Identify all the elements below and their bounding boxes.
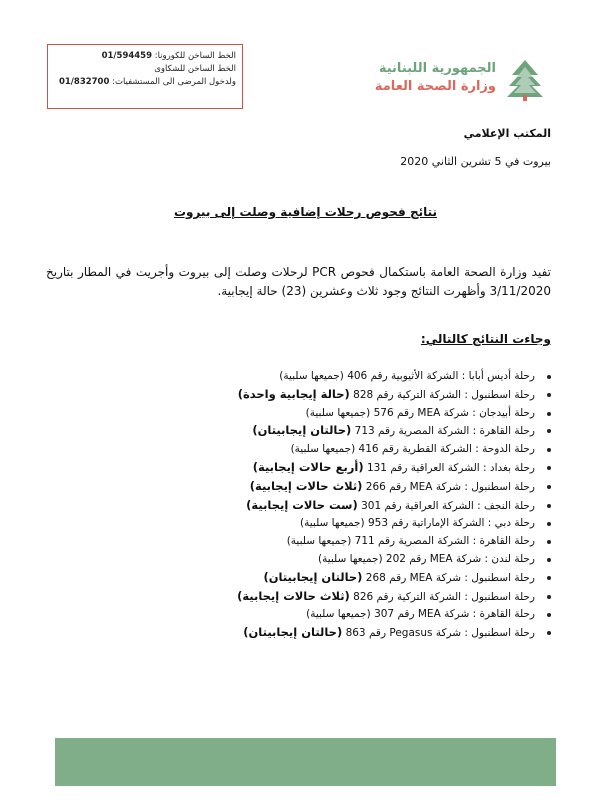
flight-status: (جميعها سلبية) bbox=[290, 443, 356, 456]
body-paragraph: تفيد وزارة الصحة العامة باستكمال فحوص PCR لرحلات وصلت إلى بيروت وأجريت في المطار بتاريخ 3/11/2020 وأظهرت النتائج وجود ثلاث وعشرين (23) حالة إيجابية. bbox=[46, 265, 551, 298]
flight-text: رحلة اسطنبول : شركة MEA رقم 266 bbox=[365, 480, 535, 493]
logo-republic-text: الجمهورية اللبنانية bbox=[378, 61, 496, 76]
list-item bbox=[115, 441, 535, 459]
flight-text: رحلة اسطنبول : الشركة التركية رقم 828 bbox=[353, 388, 535, 401]
list-item bbox=[115, 405, 535, 423]
results-list bbox=[115, 368, 551, 643]
list-item bbox=[115, 422, 535, 441]
list-item bbox=[115, 533, 535, 551]
flight-status: (ثلاث حالات إيجابية) bbox=[249, 478, 363, 493]
document-title: نتائج فحوص رحلات إضافية وصلت إلى بيروت bbox=[173, 205, 438, 219]
list-item bbox=[115, 459, 535, 478]
flight-text: رحلة بغداد : الشركة العراقية رقم 131 bbox=[366, 461, 535, 474]
hospital-hotline-label: ولدخول المرضى الى المستشفيات: bbox=[112, 77, 236, 87]
flight-status: (أربع حالات إيجابية) bbox=[252, 459, 364, 474]
flight-text: رحلة اسطنبول : شركة Pegasus رقم 863 bbox=[345, 627, 535, 640]
flight-text: رحلة لندن : شركة MEA رقم 202 bbox=[385, 552, 535, 565]
list-item bbox=[115, 368, 535, 386]
flight-text: رحلة القاهرة : شركة MEA رقم 307 bbox=[374, 608, 535, 621]
list-item bbox=[115, 624, 535, 643]
complaints-hotline-label: الخط الساخن للشكاوى bbox=[154, 64, 236, 74]
document-date: بيروت في 5 تشرين الثاني 2020 bbox=[400, 155, 551, 168]
flight-text: رحلة القاهرة : الشركة المصرية رقم 711 bbox=[354, 535, 535, 548]
hospital-hotline-number: 01/832700 bbox=[58, 77, 110, 87]
list-item bbox=[115, 478, 535, 497]
results-heading: وجاءت النتائج كالتالي: bbox=[420, 332, 551, 346]
flight-text: رحلة القاهرة : الشركة المصرية رقم 713 bbox=[354, 425, 535, 438]
flight-text: رحلة أبيدجان : شركة MEA رقم 576 bbox=[373, 406, 535, 419]
flight-status: (جميعها سلبية) bbox=[300, 517, 365, 530]
flight-status: (ست حالات إيجابية) bbox=[246, 497, 358, 512]
flight-status: (حالتان إيجابيتان) bbox=[263, 569, 363, 584]
list-item bbox=[115, 515, 535, 533]
footer-band bbox=[55, 738, 556, 786]
list-item bbox=[115, 606, 535, 624]
logo-ministry-text: وزارة الصحة العامة bbox=[374, 79, 496, 94]
flight-status: (حالة إيجابية واحدة) bbox=[237, 386, 350, 401]
hotline-box bbox=[47, 44, 243, 109]
list-item bbox=[115, 569, 535, 588]
list-item bbox=[115, 588, 535, 607]
cedar-icon bbox=[502, 57, 548, 103]
flight-status: (جميعها سلبية) bbox=[305, 406, 371, 419]
flight-text: رحلة أديس أبابا : الشركة الأثيوبية رقم 406 bbox=[347, 370, 535, 382]
media-office-label: المكتب الإعلامي bbox=[463, 127, 551, 140]
flight-text: رحلة الدوحة : الشركة القطرية رقم 416 bbox=[358, 443, 535, 456]
hospital-hotline bbox=[54, 76, 236, 89]
flight-status: (جميعها سلبية) bbox=[317, 552, 383, 565]
flight-status: (جميعها سلبية) bbox=[286, 535, 352, 548]
flight-status: (حالتان إيجابيتان) bbox=[252, 423, 352, 438]
ministry-logo bbox=[374, 57, 548, 103]
flight-text: رحلة دبي : الشركة الإماراتية رقم 953 bbox=[367, 517, 535, 530]
list-item bbox=[115, 497, 535, 516]
flight-status: (حالتان إيجابيتان) bbox=[243, 625, 343, 640]
flight-status: (جميعها سلبية) bbox=[306, 608, 371, 621]
flight-text: رحلة اسطنبول : الشركة التركية رقم 826 bbox=[353, 590, 535, 603]
flight-status: (جميعها سلبية) bbox=[279, 370, 344, 382]
corona-hotline-number: 01/594459 bbox=[101, 51, 153, 61]
flight-text: رحلة اسطنبول : شركة MEA رقم 268 bbox=[365, 571, 535, 584]
list-item bbox=[115, 386, 535, 405]
list-item bbox=[115, 551, 535, 569]
flight-text: رحلة النجف : الشركة العراقية رقم 301 bbox=[361, 499, 535, 512]
flight-status: (ثلاث حالات إيجابية) bbox=[237, 588, 350, 603]
corona-hotline-label: الخط الساخن للكورونا: bbox=[154, 51, 236, 61]
corona-hotline bbox=[54, 50, 236, 63]
